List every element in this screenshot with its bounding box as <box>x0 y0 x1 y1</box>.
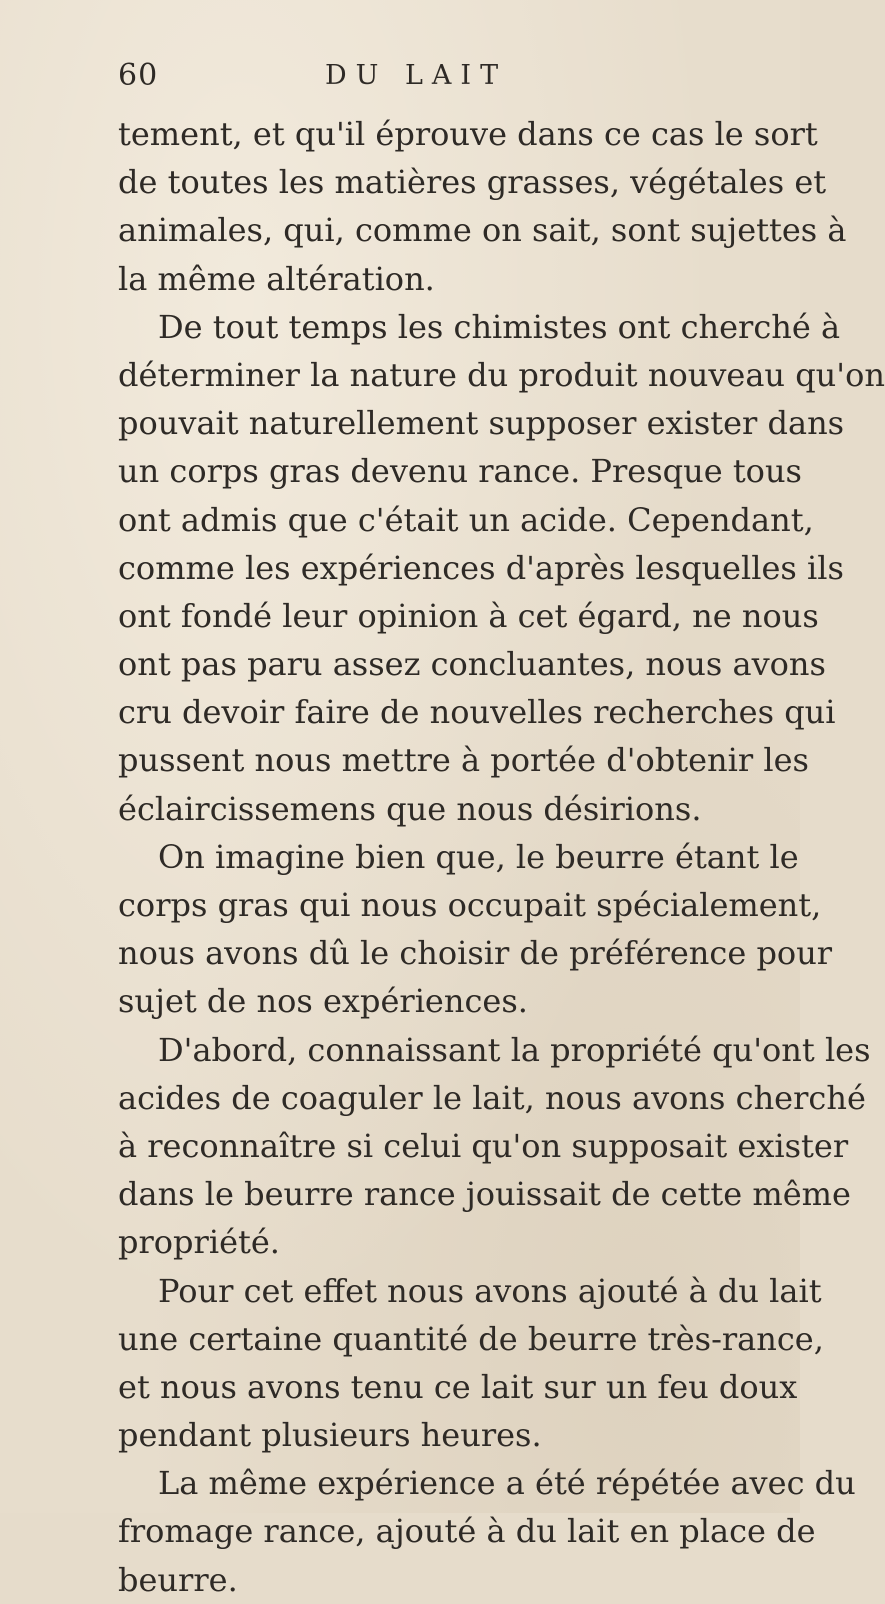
text-line: acides de coaguler le lait, nous avons cherché <box>118 1078 866 1117</box>
text-line: nous avons dû le choisir de préférence pour <box>118 934 833 973</box>
text-line: sujet de nos expériences. <box>118 982 528 1021</box>
text-line: de toutes les matières grasses, végétales et <box>118 163 827 202</box>
paragraph-start-line: D'abord, connaissant la propriété qu'ont les <box>158 1030 871 1069</box>
text-line: cru devoir faire de nouvelles recherches qui <box>118 693 836 732</box>
text-line: ont fondé leur opinion à cet égard, ne nous <box>118 596 819 635</box>
text-line: déterminer la nature du produit nouveau qu'on <box>118 355 885 394</box>
text-line: tement, et qu'il éprouve dans ce cas le sort <box>118 115 818 153</box>
text-line: la même altération. <box>118 259 435 298</box>
text-line: pussent nous mettre à portée d'obtenir les <box>118 741 809 780</box>
page-number: 60 <box>118 58 159 93</box>
text-line: dans le beurre rance jouissait de cette même <box>118 1175 851 1214</box>
text-line: une certaine quantité de beurre très-rance, <box>118 1319 824 1358</box>
text-line: à reconnaître si celui qu'on supposait exister <box>118 1126 849 1165</box>
text-line: beurre. <box>118 1560 238 1599</box>
paragraph-start-line: On imagine bien que, le beurre étant le <box>158 837 799 876</box>
running-head <box>118 58 678 98</box>
text-line: ont admis que c'était un acide. Cependant, <box>118 500 814 539</box>
text-line: animales, qui, comme on sait, sont sujettes à <box>118 211 847 250</box>
text-line: corps gras qui nous occupait spécialement, <box>118 886 822 924</box>
body-text <box>118 110 885 1604</box>
paragraph-start-line: La même expérience a été répétée avec du <box>158 1464 856 1503</box>
paragraph-start-line: Pour cet effet nous avons ajouté à du lait <box>158 1271 822 1310</box>
text-line: propriété. <box>118 1223 280 1262</box>
text-line: et nous avons tenu ce lait sur un feu doux <box>118 1367 798 1406</box>
text-line: un corps gras devenu rance. Presque tous <box>118 452 802 491</box>
text-line: ont pas paru assez concluantes, nous avons <box>118 645 826 684</box>
paragraph-start-line: De tout temps les chimistes ont cherché à <box>158 307 841 346</box>
text-line: fromage rance, ajouté à du lait en place de <box>118 1512 816 1551</box>
text-line: pouvait naturellement supposer exister dans <box>118 404 845 443</box>
text-line: éclaircissemens que nous désirions. <box>118 789 702 828</box>
text-line: pendant plusieurs heures. <box>118 1416 542 1455</box>
text-line: comme les expériences d'après lesquelles ils <box>118 548 844 587</box>
running-title: DU LAIT <box>325 60 508 91</box>
